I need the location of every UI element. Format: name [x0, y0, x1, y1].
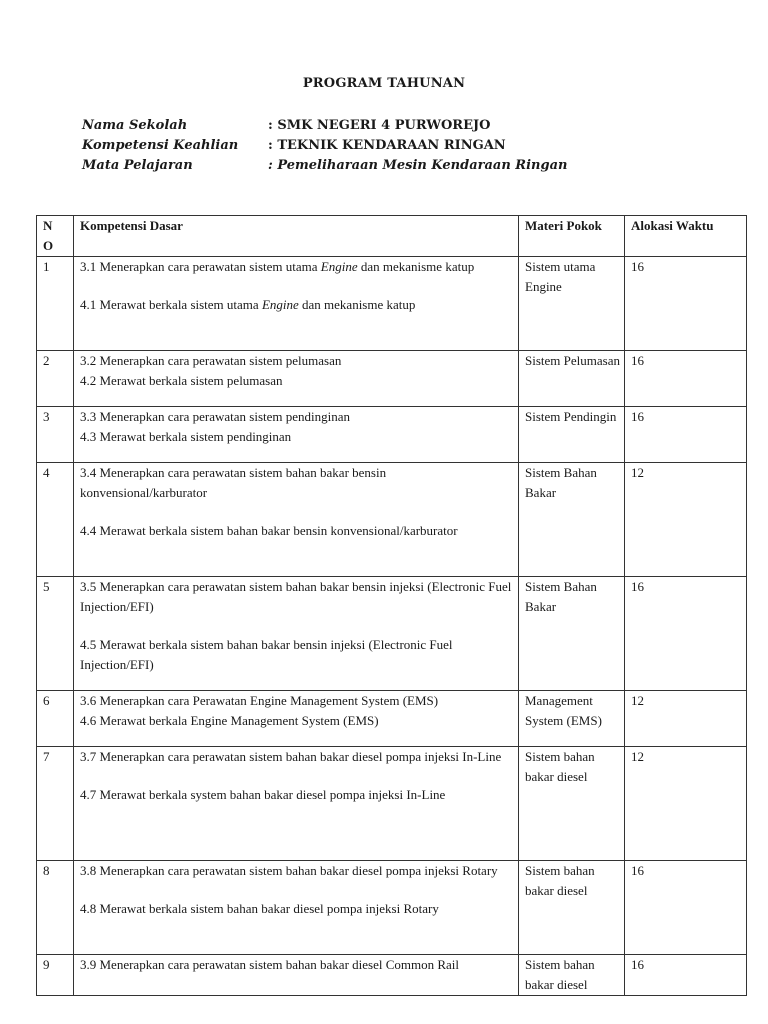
- info-value: : Pemeliharaan Mesin Kendaraan Ringan: [268, 158, 568, 173]
- cell-kompetensi-dasar: [74, 257, 519, 351]
- kd-3: 3.2 Menerapkan cara perawatan sistem pelumasan: [80, 353, 342, 368]
- cell-alokasi-waktu: 16: [625, 577, 747, 691]
- cell-alokasi-waktu: 16: [625, 861, 747, 955]
- table-row: [37, 747, 747, 861]
- cell-alokasi-waktu: 16: [625, 351, 747, 407]
- cell-no: 2: [37, 351, 74, 407]
- header-alokasi-waktu: Alokasi Waktu: [625, 216, 747, 257]
- header-no: N O: [37, 216, 74, 257]
- table-row: [37, 691, 747, 747]
- table-row: [37, 257, 747, 351]
- cell-no: 6: [37, 691, 74, 747]
- table-row: [37, 861, 747, 955]
- cell-no: 9: [37, 955, 74, 996]
- table-row: [37, 577, 747, 691]
- cell-kompetensi-dasar: [74, 861, 519, 955]
- cell-materi-pokok: Sistem bahan bakar diesel: [519, 955, 625, 996]
- cell-kompetensi-dasar: [74, 463, 519, 577]
- cell-no: 5: [37, 577, 74, 691]
- cell-kompetensi-dasar: [74, 407, 519, 463]
- table-header-row: [37, 216, 747, 257]
- kd-4: 4.5 Merawat berkala sistem bahan bakar bensin injeksi (Electronic Fuel Injection/EFI): [80, 637, 453, 672]
- header-materi-pokok: Materi Pokok: [519, 216, 625, 257]
- cell-no: 1: [37, 257, 74, 351]
- kd-4: 4.1 Merawat berkala sistem utama Engine dan mekanisme katup: [80, 297, 416, 312]
- cell-kompetensi-dasar: [74, 577, 519, 691]
- cell-alokasi-waktu: 16: [625, 257, 747, 351]
- school-info: [82, 116, 567, 176]
- kd-4: 4.4 Merawat berkala sistem bahan bakar bensin konvensional/karburator: [80, 523, 458, 538]
- info-label: Kompetensi Keahlian: [82, 138, 239, 153]
- kd-3: 3.4 Menerapkan cara perawatan sistem bahan bakar bensin konvensional/karburator: [80, 465, 387, 500]
- cell-no: 8: [37, 861, 74, 955]
- kd-3: 3.9 Menerapkan cara perawatan sistem bahan bakar diesel Common Rail: [80, 957, 460, 972]
- kd-4: 4.7 Merawat berkala system bahan bakar diesel pompa injeksi In-Line: [80, 787, 446, 802]
- kd-4: 4.2 Merawat berkala sistem pelumasan: [80, 373, 283, 388]
- kd-3: 3.7 Menerapkan cara perawatan sistem bahan bakar diesel pompa injeksi In-Line: [80, 749, 502, 764]
- cell-materi-pokok: Sistem Bahan Bakar: [519, 463, 625, 577]
- kd-3: 3.3 Menerapkan cara perawatan sistem pendinginan: [80, 409, 351, 424]
- cell-kompetensi-dasar: [74, 351, 519, 407]
- program-table: [36, 215, 747, 996]
- table-row: [37, 351, 747, 407]
- cell-materi-pokok: Sistem Pendingin: [519, 407, 625, 463]
- info-label: Nama Sekolah: [82, 118, 188, 133]
- cell-no: 3: [37, 407, 74, 463]
- cell-materi-pokok: Sistem bahan bakar diesel: [519, 747, 625, 861]
- cell-kompetensi-dasar: [74, 691, 519, 747]
- cell-alokasi-waktu: 12: [625, 463, 747, 577]
- table-row: [37, 407, 747, 463]
- kd-3: 3.8 Menerapkan cara perawatan sistem bahan bakar diesel pompa injeksi Rotary: [80, 863, 498, 878]
- info-value: : TEKNIK KENDARAAN RINGAN: [268, 138, 506, 153]
- table-row: [37, 463, 747, 577]
- cell-materi-pokok: Sistem Bahan Bakar: [519, 577, 625, 691]
- cell-materi-pokok: Sistem bahan bakar diesel: [519, 861, 625, 955]
- cell-no: 4: [37, 463, 74, 577]
- info-value: : SMK NEGERI 4 PURWOREJO: [268, 118, 491, 133]
- info-row-competency: [82, 136, 567, 156]
- kd-3: 3.1 Menerapkan cara perawatan sistem utama Engine dan mekanisme katup: [80, 259, 475, 274]
- document-title: PROGRAM TAHUNAN: [302, 76, 466, 91]
- cell-materi-pokok: Sistem Pelumasan: [519, 351, 625, 407]
- cell-alokasi-waktu: 12: [625, 747, 747, 861]
- header-kompetensi-dasar: Kompetensi Dasar: [74, 216, 519, 257]
- kd-4: 4.6 Merawat berkala Engine Management System (EMS): [80, 713, 379, 728]
- kd-4: 4.8 Merawat berkala sistem bahan bakar diesel pompa injeksi Rotary: [80, 901, 439, 916]
- info-row-subject: [82, 156, 567, 176]
- cell-alokasi-waktu: 12: [625, 691, 747, 747]
- table-row: [37, 955, 747, 996]
- cell-kompetensi-dasar: [74, 955, 519, 996]
- cell-alokasi-waktu: 16: [625, 407, 747, 463]
- info-row-school: [82, 116, 567, 136]
- cell-materi-pokok: Sistem utama Engine: [519, 257, 625, 351]
- kd-3: 3.5 Menerapkan cara perawatan sistem bahan bakar bensin injeksi (Electronic Fuel Injection/EFI): [80, 579, 512, 614]
- cell-no: 7: [37, 747, 74, 861]
- cell-kompetensi-dasar: [74, 747, 519, 861]
- kd-3: 3.6 Menerapkan cara Perawatan Engine Management System (EMS): [80, 693, 439, 708]
- cell-materi-pokok: Management System (EMS): [519, 691, 625, 747]
- info-label: Mata Pelajaran: [82, 158, 193, 173]
- kd-4: 4.3 Merawat berkala sistem pendinginan: [80, 429, 292, 444]
- cell-alokasi-waktu: 16: [625, 955, 747, 996]
